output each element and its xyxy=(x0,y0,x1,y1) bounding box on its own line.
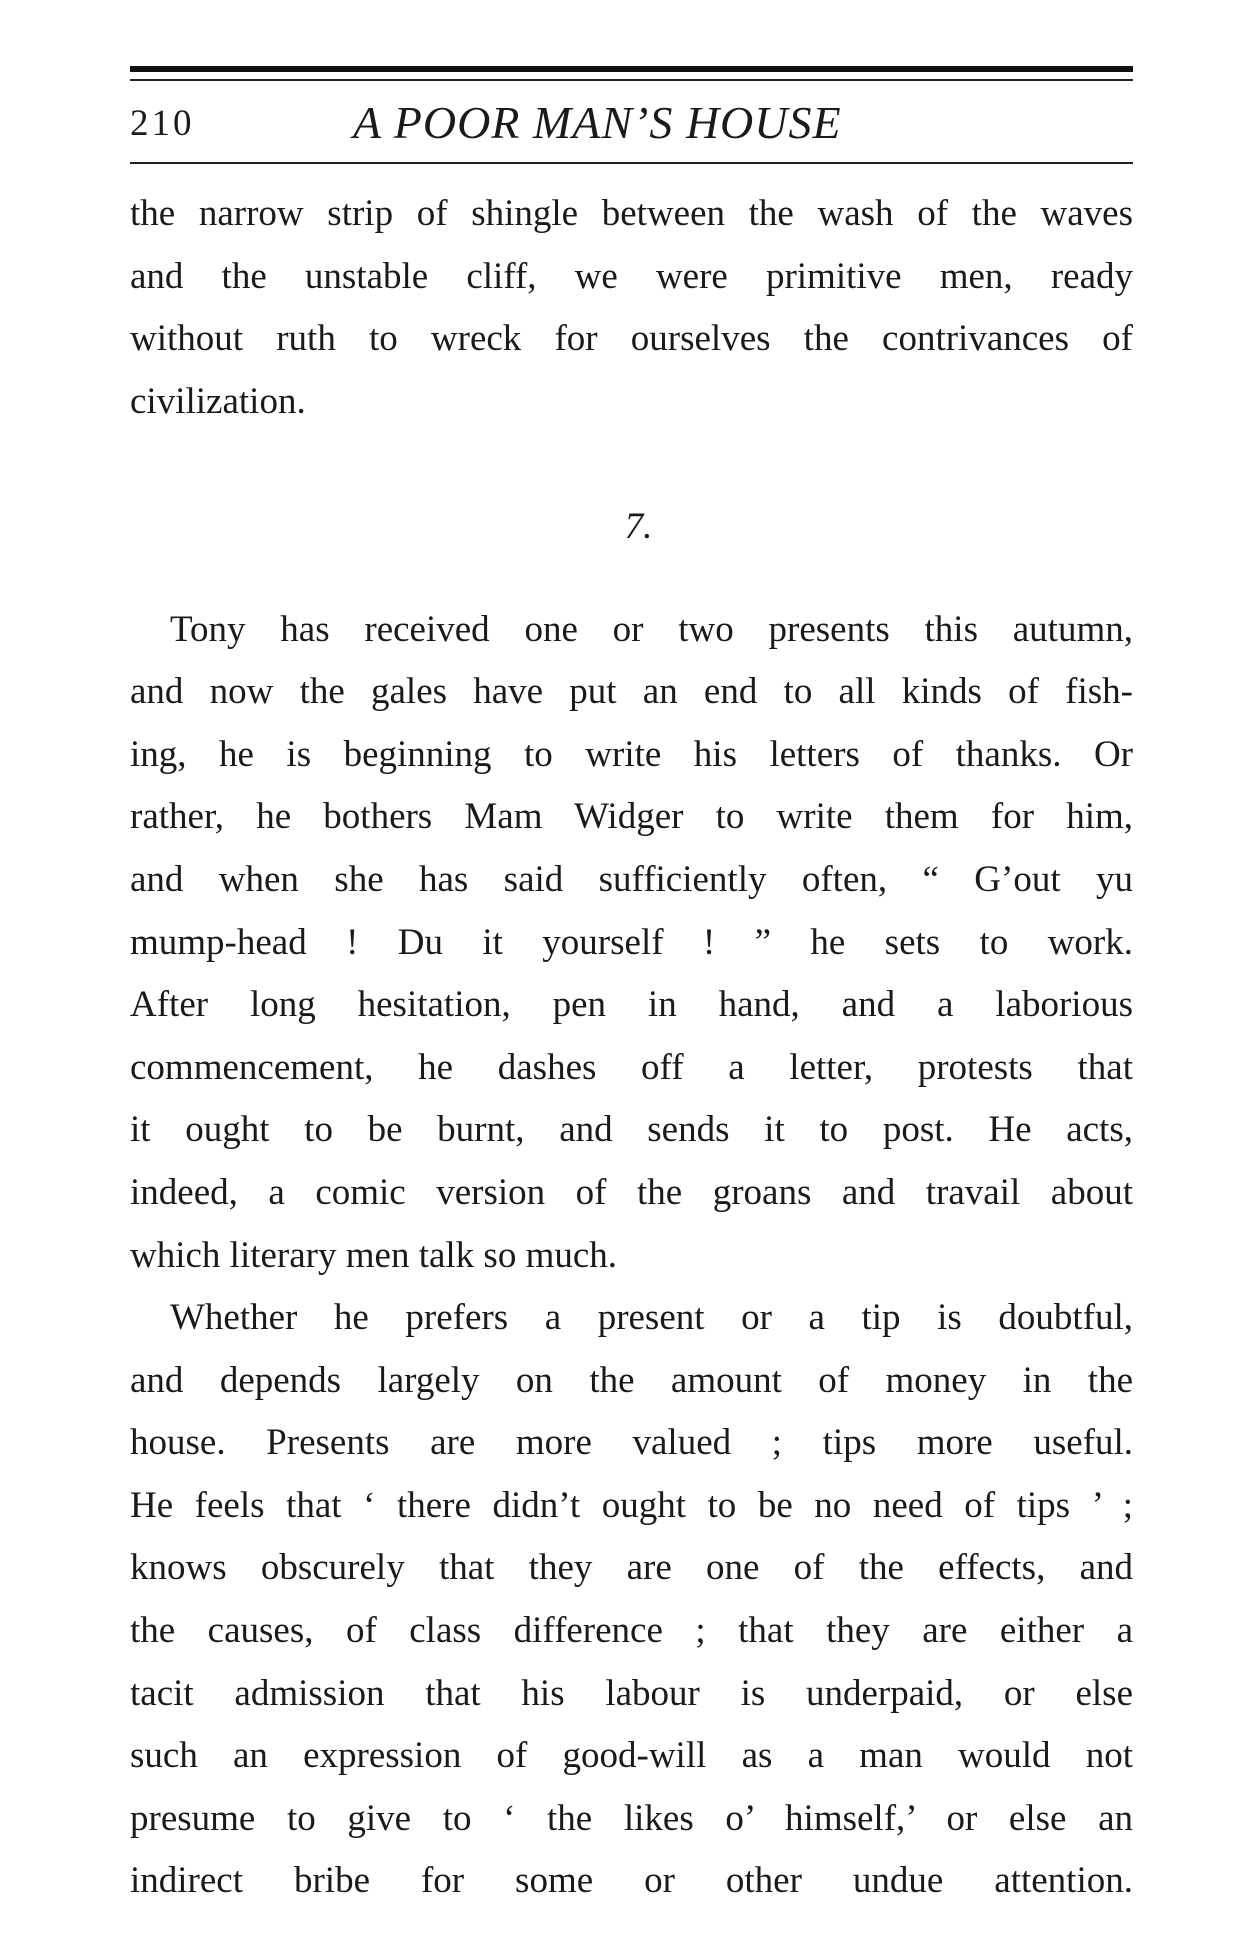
paragraph-2 xyxy=(130,599,1133,1288)
text-line: house. Presents are more valued ; tips more useful. xyxy=(130,1422,1133,1464)
text-line: commencement, he dashes off a letter, protests that xyxy=(130,1046,1133,1088)
text-line: mump-head ! Du it yourself ! ” he sets to work. xyxy=(130,921,1133,963)
header-rule-thick xyxy=(130,66,1133,72)
body-text xyxy=(130,183,1133,1913)
text-line: Tony has received one or two presents this autumn, xyxy=(170,608,1133,650)
paragraph-3 xyxy=(130,1287,1133,1913)
text-line: and depends largely on the amount of money in the xyxy=(130,1359,1133,1401)
text-line: the narrow strip of shingle between the wash of the waves xyxy=(130,193,1133,234)
header-rule-bottom xyxy=(130,162,1133,164)
text-line: without ruth to wreck for ourselves the contrivances of xyxy=(130,318,1133,360)
header-rule-thin xyxy=(130,79,1133,81)
text-line: such an expression of good-will as a man would not xyxy=(130,1735,1133,1777)
page-number: 210 xyxy=(130,103,195,144)
text-line: Whether he prefers a present or a tip is doubtful, xyxy=(170,1297,1133,1339)
text-line: and when she has said sufficiently often, “ G’out yu xyxy=(130,858,1133,900)
section-spacer xyxy=(130,559,1133,599)
paragraph-1 xyxy=(130,183,1133,433)
text-line: indirect bribe for some or other undue attention. xyxy=(130,1860,1133,1902)
section-number: 7. xyxy=(624,505,653,547)
text-line: it ought to be burnt, and sends it to post. He acts, xyxy=(130,1109,1133,1151)
text-line: rather, he bothers Mam Widger to write them for him, xyxy=(130,796,1133,838)
text-line: the causes, of class difference ; that they are either a xyxy=(130,1610,1133,1652)
running-title: A POOR MAN’S HOUSE xyxy=(353,97,842,148)
text-line: ing, he is beginning to write his letters of thanks. Or xyxy=(130,733,1133,775)
text-line: presume to give to ‘ the likes o’ himself,’ or else an xyxy=(130,1797,1133,1839)
text-line: knows obscurely that they are one of the effects, and xyxy=(130,1547,1133,1589)
section-spacer xyxy=(130,433,1133,496)
text-line: which literary men talk so much. xyxy=(130,1234,618,1276)
text-line: and the unstable cliff, we were primitive men, ready xyxy=(130,255,1133,297)
text-line: indeed, a comic version of the groans and travail about xyxy=(130,1171,1133,1213)
running-head xyxy=(130,96,1133,156)
text-line: and now the gales have put an end to all kinds of fish- xyxy=(130,671,1133,713)
text-line: He feels that ‘ there didn’t ought to be no need of tips ’ ; xyxy=(130,1484,1133,1526)
text-line: After long hesitation, pen in hand, and a laborious xyxy=(130,984,1133,1026)
text-line: civilization. xyxy=(130,380,306,422)
text-line: tacit admission that his labour is underpaid, or else xyxy=(130,1672,1133,1714)
